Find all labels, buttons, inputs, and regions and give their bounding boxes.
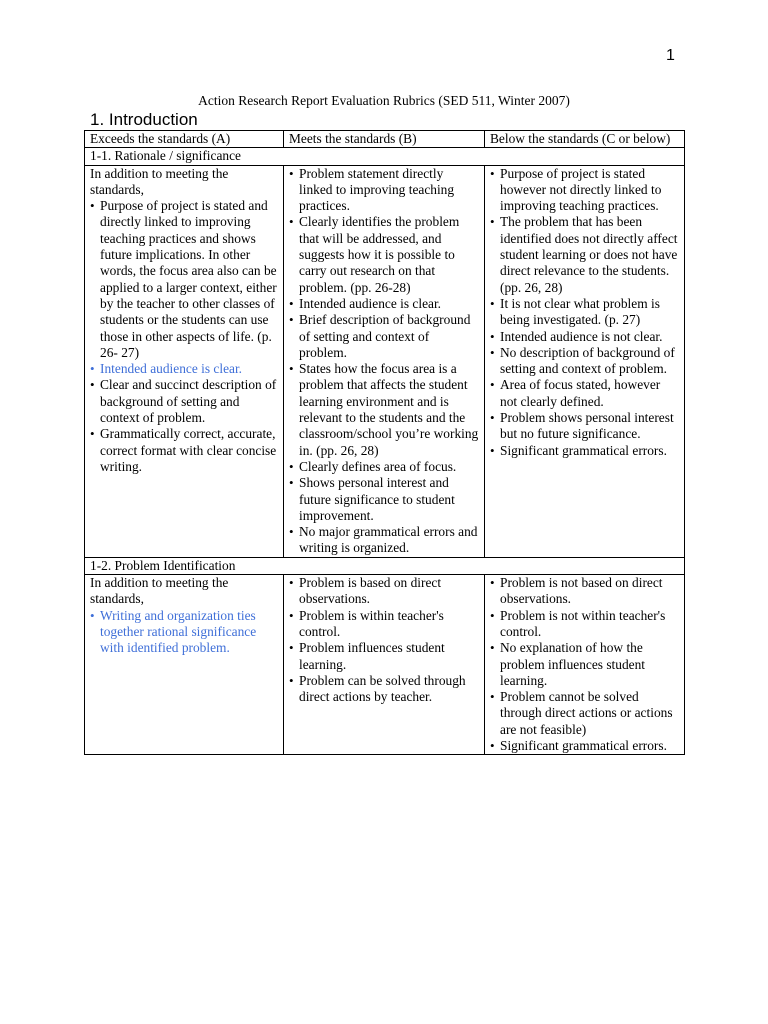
criterion-item: • Problem is not based on direct observations. [490, 575, 680, 608]
criterion-item: • Writing and organization ties together rational significance with identified problem. [90, 608, 279, 657]
criterion-item: • No major grammatical errors and writing is organized. [289, 524, 480, 557]
criterion-item: • It is not clear what problem is being investigated. (p. 27) [490, 296, 680, 329]
criterion-item: • Clear and succinct description of background of setting and context of problem. [90, 377, 279, 426]
criterion-item: • Intended audience is clear. [90, 361, 279, 377]
criterion-item: • Problem can be solved through direct actions by teacher. [289, 673, 480, 706]
criterion-item: • Problem is within teacher's control. [289, 608, 480, 641]
page-number: 1 [666, 47, 675, 64]
criteria-row [85, 575, 685, 755]
criterion-item: • Area of focus stated, however not clearly defined. [490, 377, 680, 410]
criterion-item: • Problem cannot be solved through direct actions or actions are not feasible) [490, 689, 680, 738]
criterion-item: • Problem influences student learning. [289, 640, 480, 673]
column-header-exceeds: Exceeds the standards (A) [85, 131, 284, 148]
document-title: Action Research Report Evaluation Rubrics (SED 511, Winter 2007) [198, 93, 570, 108]
column-header-row [85, 131, 685, 148]
criterion-item: • Intended audience is clear. [289, 296, 480, 312]
section-title: 1-1. Rationale / significance [85, 148, 685, 165]
section-title: 1-2. Problem Identification [85, 557, 685, 574]
meets-cell [284, 165, 485, 557]
section-title-row [85, 557, 685, 574]
criterion-item: • No explanation of how the problem influences student learning. [490, 640, 680, 689]
criterion-item: • Clearly identifies the problem that will be addressed, and suggests how it is possible to carry out research on that problem. (pp. 26-28) [289, 214, 480, 295]
rubric-table [84, 130, 685, 755]
criterion-item: • Brief description of background of setting and context of problem. [289, 312, 480, 361]
criterion-item: • Problem is not within teacher's control. [490, 608, 680, 641]
criterion-item: • Significant grammatical errors. [490, 443, 680, 459]
criterion-item: • Intended audience is not clear. [490, 329, 680, 345]
criterion-item: • States how the focus area is a problem that affects the student learning environment and is relevant to the students and the classroom/school you’re working in. (pp. 26, 28) [289, 361, 480, 459]
criterion-item: • Clearly defines area of focus. [289, 459, 480, 475]
section-heading: 1. Introduction [90, 110, 198, 129]
exceeds-intro: In addition to meeting the standards, [90, 165, 229, 197]
criterion-item: • Significant grammatical errors. [490, 738, 680, 754]
criterion-item: • Problem is based on direct observations. [289, 575, 480, 608]
criterion-item: • Problem shows personal interest but no future significance. [490, 410, 680, 443]
criterion-item: • Problem statement directly linked to improving teaching practices. [289, 166, 480, 215]
exceeds-intro: In addition to meeting the standards, [90, 575, 229, 607]
below-cell [485, 165, 685, 557]
exceeds-cell [85, 165, 284, 557]
criterion-item: • Grammatically correct, accurate, correct format with clear concise writing. [90, 426, 279, 475]
below-cell [485, 575, 685, 755]
criterion-item: • Purpose of project is stated and directly linked to improving teaching practices and shows future implications. In other words, the focus area also can be applied to a larger context, either by the teacher to other classes of students or the students can use those in other aspects of life. (p. 26- 27) [90, 198, 279, 361]
column-header-meets: Meets the standards (B) [284, 131, 485, 148]
criteria-row [85, 165, 685, 557]
section-title-row [85, 148, 685, 165]
criterion-item: • Shows personal interest and future significance to student improvement. [289, 475, 480, 524]
criterion-item: • The problem that has been identified does not directly affect student learning or does not have direct relevance to the students. (pp. 26, 28) [490, 214, 680, 295]
criterion-item: • No description of background of setting and context of problem. [490, 345, 680, 378]
exceeds-cell [85, 575, 284, 755]
meets-cell [284, 575, 485, 755]
column-header-below: Below the standards (C or below) [485, 131, 685, 148]
criterion-item: • Purpose of project is stated however not directly linked to improving teaching practices. [490, 166, 680, 215]
